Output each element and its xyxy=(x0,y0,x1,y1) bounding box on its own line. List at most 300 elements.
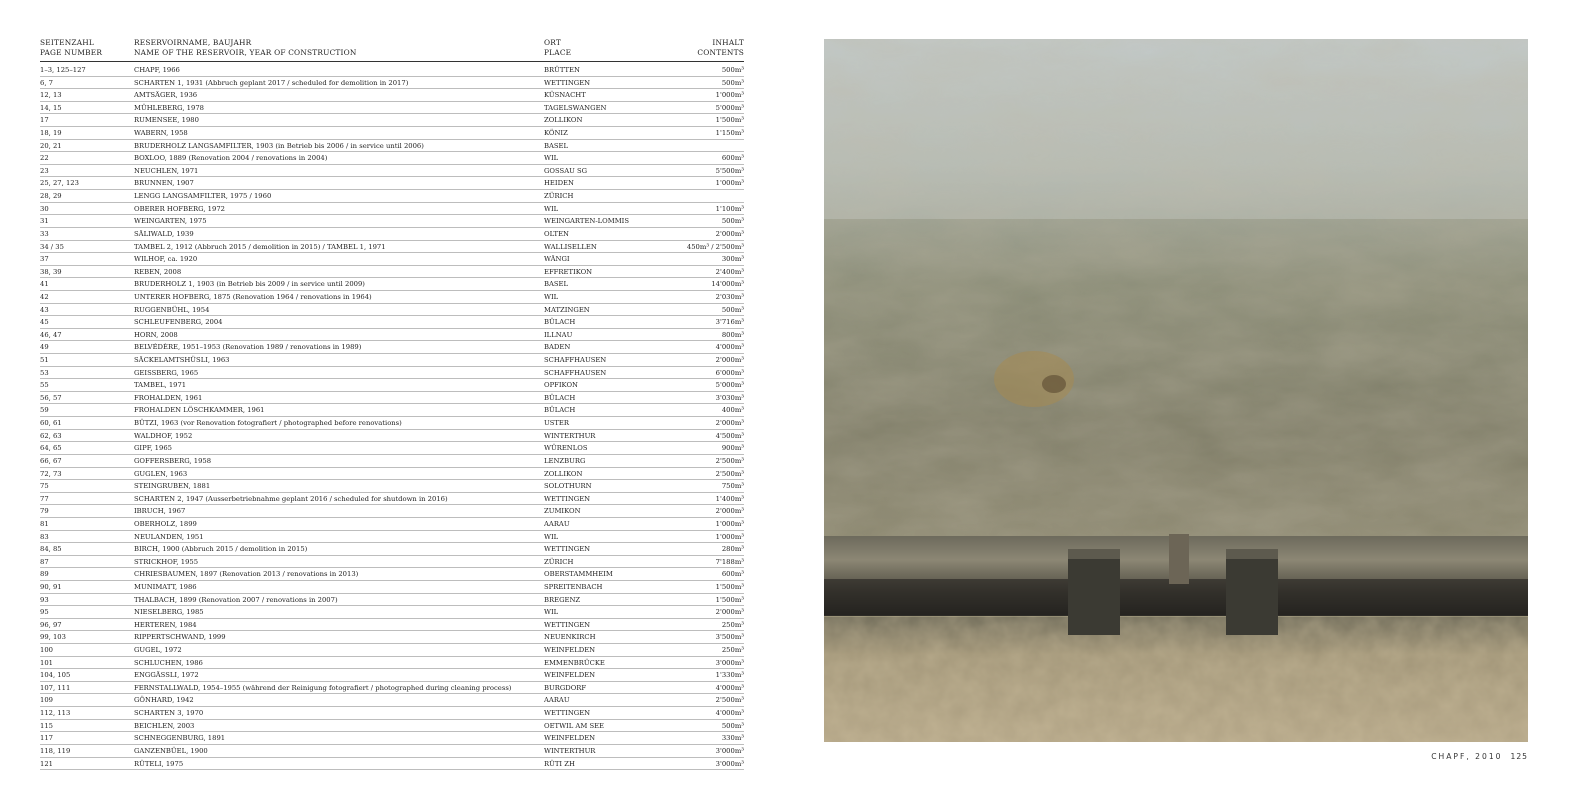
photo-caption xyxy=(1431,752,1528,761)
table-row xyxy=(40,114,744,127)
cell-place: WETTINGEN xyxy=(544,78,591,87)
cell-reservoir-name: GÖNHARD, 1942 xyxy=(134,696,194,705)
cell-reservoir-name: SCHNEGGENBURG, 1891 xyxy=(134,734,226,743)
cell-contents: 1'500m³ xyxy=(715,116,744,125)
cell-page-number: 6, 7 xyxy=(40,78,53,87)
cell-reservoir-name: SCHARTEN 3, 1970 xyxy=(134,709,204,718)
cell-contents: 5'000m³ xyxy=(715,103,744,112)
cell-reservoir-name: HORN, 2008 xyxy=(134,330,178,339)
cell-reservoir-name: GIPF, 1965 xyxy=(134,444,172,453)
cell-place: WEINFELDEN xyxy=(544,734,596,743)
cell-reservoir-name: GUGEL, 1972 xyxy=(134,646,182,655)
table-row xyxy=(40,278,744,291)
cell-contents: 2'500m³ xyxy=(715,456,744,465)
cell-reservoir-name: BELVÉDÈRE, 1951–1953 (Renovation 1989 / renovations in 1989) xyxy=(134,343,362,352)
header-reservoir-name xyxy=(134,38,544,58)
table-row xyxy=(40,619,744,632)
table-row xyxy=(40,417,744,430)
cell-reservoir-name: NEUCHLEN, 1971 xyxy=(134,166,199,175)
header-contents xyxy=(654,38,744,58)
cell-contents: 500m³ xyxy=(721,217,744,226)
table-row xyxy=(40,606,744,619)
table-row xyxy=(40,745,744,758)
cell-contents: 1'100m³ xyxy=(715,204,744,213)
cell-contents: 500m³ xyxy=(721,305,744,314)
cell-reservoir-name: WALDHOF, 1952 xyxy=(134,431,193,440)
cell-contents: 330m³ xyxy=(721,734,744,743)
cell-place: WIL xyxy=(544,154,559,163)
table-row xyxy=(40,758,744,771)
cell-place: ZOLLIKON xyxy=(544,469,583,478)
cell-place: WEINFELDEN xyxy=(544,646,596,655)
cell-place: ZUMIKON xyxy=(544,507,581,516)
cell-page-number: 93 xyxy=(40,595,49,604)
table-row xyxy=(40,430,744,443)
table-row xyxy=(40,543,744,556)
cell-place: BURGDORF xyxy=(544,683,587,692)
cell-place: OLTEN xyxy=(544,229,569,238)
cell-place: BASEL xyxy=(544,141,569,150)
table-row xyxy=(40,316,744,329)
cell-contents: 2'030m³ xyxy=(715,292,744,301)
cell-page-number: 38, 39 xyxy=(40,267,62,276)
cell-contents: 2'500m³ xyxy=(715,469,744,478)
table-row xyxy=(40,531,744,544)
cell-reservoir-name: FROHALDEN LÖSCHKAMMER, 1961 xyxy=(134,406,265,415)
cell-place: EMMENBRÜCKE xyxy=(544,658,605,667)
cell-page-number: 51 xyxy=(40,356,49,365)
cell-page-number: 109 xyxy=(40,696,53,705)
cell-contents xyxy=(654,190,744,202)
table-row xyxy=(40,253,744,266)
cell-contents: 1'000m³ xyxy=(715,519,744,528)
cell-place: OPFIKON xyxy=(544,381,578,390)
cell-place: LENZBURG xyxy=(544,456,586,465)
cell-contents: 900m³ xyxy=(721,444,744,453)
cell-contents: 3'716m³ xyxy=(715,318,744,327)
cell-contents: 250m³ xyxy=(721,620,744,629)
cell-place: OETWIL AM SEE xyxy=(544,721,605,730)
cell-page-number: 42 xyxy=(40,292,49,301)
cell-page-number: 62, 63 xyxy=(40,431,62,440)
cell-place: WIL xyxy=(544,292,559,301)
cell-reservoir-name: IBRUCH, 1967 xyxy=(134,507,186,516)
cell-place: WÜRENLOS xyxy=(544,444,588,453)
cell-page-number: 81 xyxy=(40,519,49,528)
cell-contents: 1'000m³ xyxy=(715,179,744,188)
header-page-number xyxy=(40,38,134,58)
table-row xyxy=(40,203,744,216)
cell-contents: 1'400m³ xyxy=(715,494,744,503)
cell-place: KÖNIZ xyxy=(544,129,568,138)
cell-contents: 4'000m³ xyxy=(715,709,744,718)
cell-reservoir-name: STRICKHOF, 1955 xyxy=(134,557,199,566)
cell-page-number: 77 xyxy=(40,494,49,503)
cell-reservoir-name: SÄCKELAMTSHÜSLI, 1963 xyxy=(134,356,230,365)
cell-reservoir-name: SÄLIWALD, 1939 xyxy=(134,229,194,238)
table-header xyxy=(40,38,744,62)
cell-reservoir-name: GOFFERSBERG, 1958 xyxy=(134,456,212,465)
cell-reservoir-name: REBEN, 2008 xyxy=(134,267,182,276)
cell-page-number: 64, 65 xyxy=(40,444,62,453)
cell-page-number: 18, 19 xyxy=(40,129,62,138)
cell-place: RÜTI ZH xyxy=(544,759,575,768)
reservoir-photo xyxy=(824,39,1528,742)
cell-reservoir-name: CHAPF, 1966 xyxy=(134,66,180,74)
cell-contents: 400m³ xyxy=(721,406,744,415)
cell-contents: 750m³ xyxy=(721,482,744,491)
cell-page-number: 45 xyxy=(40,318,49,327)
cell-page-number: 14, 15 xyxy=(40,103,62,112)
cell-page-number: 107, 111 xyxy=(40,683,71,692)
cell-reservoir-name: FROHALDEN, 1961 xyxy=(134,393,203,402)
table-row xyxy=(40,404,744,417)
cell-contents: 3'000m³ xyxy=(715,658,744,667)
cell-reservoir-name: OBERER HOFBERG, 1972 xyxy=(134,204,225,213)
cell-page-number: 28, 29 xyxy=(40,192,62,201)
cell-place: ZÜRICH xyxy=(544,192,574,201)
cell-reservoir-name: THALBACH, 1899 (Renovation 2007 / renovations in 2007) xyxy=(134,595,338,604)
cell-page-number: 95 xyxy=(40,608,49,617)
cell-contents: 1'000m³ xyxy=(715,532,744,541)
cell-page-number: 100 xyxy=(40,646,53,655)
cell-contents xyxy=(654,140,744,152)
table-row xyxy=(40,329,744,342)
table-row xyxy=(40,732,744,745)
cell-reservoir-name: OBERHOLZ, 1899 xyxy=(134,519,197,528)
cell-page-number: 43 xyxy=(40,305,49,314)
cell-contents: 2'000m³ xyxy=(715,419,744,428)
cell-page-number: 115 xyxy=(40,721,53,730)
table-row xyxy=(40,127,744,140)
cell-reservoir-name: BRUDERHOLZ LANGSAMFILTER, 1903 (in Betrieb bis 2006 / in service until 2006) xyxy=(134,141,424,150)
table-row xyxy=(40,657,744,670)
caption-title: CHAPF, 2010 xyxy=(1431,752,1503,761)
cell-page-number: 66, 67 xyxy=(40,456,62,465)
header-place-en: PLACE xyxy=(544,48,572,57)
cell-page-number: 72, 73 xyxy=(40,469,62,478)
cell-page-number: 55 xyxy=(40,381,49,390)
cell-place: BÜLACH xyxy=(544,406,576,415)
table-row xyxy=(40,669,744,682)
cell-contents: 5'000m³ xyxy=(715,381,744,390)
cell-reservoir-name: STEINGRUBEN, 1881 xyxy=(134,482,211,491)
table-row xyxy=(40,379,744,392)
table-row xyxy=(40,720,744,733)
cell-place: WÄNGI xyxy=(544,255,570,264)
table-row xyxy=(40,505,744,518)
table-row xyxy=(40,493,744,506)
cell-reservoir-name: CHRIESBAUMEN, 1897 (Renovation 2013 / renovations in 2013) xyxy=(134,570,359,579)
cell-reservoir-name: NIESELBERG, 1985 xyxy=(134,608,204,617)
table-row xyxy=(40,89,744,102)
cell-place: SCHAFFHAUSEN xyxy=(544,356,607,365)
cell-reservoir-name: WABERN, 1958 xyxy=(134,129,188,138)
cell-page-number: 41 xyxy=(40,280,49,289)
cell-contents: 1'330m³ xyxy=(715,671,744,680)
table-row xyxy=(40,165,744,178)
table-row xyxy=(40,354,744,367)
cell-reservoir-name: WEINGARTEN, 1975 xyxy=(134,217,207,226)
cell-place: BREGENZ xyxy=(544,595,581,604)
table-row xyxy=(40,77,744,90)
cell-page-number: 53 xyxy=(40,368,49,377)
cell-place: ZOLLIKON xyxy=(544,116,583,125)
cell-page-number: 112, 113 xyxy=(40,709,71,718)
cell-page-number: 1–3, 125–127 xyxy=(40,66,86,74)
table-row xyxy=(40,455,744,468)
cell-place: AARAU xyxy=(544,696,570,705)
cell-contents: 2'000m³ xyxy=(715,356,744,365)
table-row xyxy=(40,644,744,657)
cell-contents: 600m³ xyxy=(721,154,744,163)
header-name-de: RESERVOIRNAME, BAUJAHR xyxy=(134,38,252,47)
cell-page-number: 75 xyxy=(40,482,49,491)
cell-page-number: 90, 91 xyxy=(40,582,62,591)
photo-illustration xyxy=(824,39,1528,742)
table-row xyxy=(40,392,744,405)
cell-page-number: 83 xyxy=(40,532,49,541)
cell-place: USTER xyxy=(544,419,569,428)
table-row xyxy=(40,304,744,317)
cell-contents: 2'000m³ xyxy=(715,507,744,516)
cell-page-number: 49 xyxy=(40,343,49,352)
cell-page-number: 89 xyxy=(40,570,49,579)
cell-place: TAGELSWANGEN xyxy=(544,103,607,112)
cell-place: WEINFELDEN xyxy=(544,671,596,680)
cell-place: EFFRETIKON xyxy=(544,267,593,276)
cell-contents: 4'000m³ xyxy=(715,343,744,352)
cell-place: WALLISELLEN xyxy=(544,242,597,251)
cell-place: WIL xyxy=(544,204,559,213)
cell-contents: 6'000m³ xyxy=(715,368,744,377)
cell-contents: 3'030m³ xyxy=(715,393,744,402)
table-row xyxy=(40,682,744,695)
table-row xyxy=(40,177,744,190)
cell-place: BASEL xyxy=(544,280,569,289)
cell-place: WETTINGEN xyxy=(544,709,591,718)
cell-contents: 500m³ xyxy=(721,78,744,87)
table-row xyxy=(40,190,744,203)
table-row xyxy=(40,228,744,241)
cell-place: HEIDEN xyxy=(544,179,574,188)
cell-page-number: 101 xyxy=(40,658,53,667)
cell-reservoir-name: RÜTELI, 1975 xyxy=(134,759,184,768)
cell-contents: 500m³ xyxy=(721,66,744,74)
cell-page-number: 20, 21 xyxy=(40,141,62,150)
cell-page-number: 84, 85 xyxy=(40,545,62,554)
cell-contents: 2'500m³ xyxy=(715,696,744,705)
cell-place: OBERSTAMMHEIM xyxy=(544,570,613,579)
cell-place: GOSSAU SG xyxy=(544,166,588,175)
cell-place: BÜLACH xyxy=(544,318,576,327)
cell-contents: 1'150m³ xyxy=(715,129,744,138)
table-row xyxy=(40,568,744,581)
cell-contents: 500m³ xyxy=(721,721,744,730)
cell-reservoir-name: AMTSÄGER, 1936 xyxy=(134,91,198,100)
table-row xyxy=(40,581,744,594)
cell-contents: 3'500m³ xyxy=(715,633,744,642)
cell-page-number: 79 xyxy=(40,507,49,516)
cell-place: BÜLACH xyxy=(544,393,576,402)
cell-reservoir-name: MÜHLEBERG, 1978 xyxy=(134,103,204,112)
table-row xyxy=(40,152,744,165)
cell-place: WINTERTHUR xyxy=(544,746,596,755)
cell-place: WINTERTHUR xyxy=(544,431,596,440)
table-row xyxy=(40,140,744,153)
cell-contents: 4'500m³ xyxy=(715,431,744,440)
cell-contents: 3'000m³ xyxy=(715,746,744,755)
cell-place: ILLNAU xyxy=(544,330,573,339)
cell-page-number: 12, 13 xyxy=(40,91,62,100)
table-row xyxy=(40,594,744,607)
cell-page-number: 17 xyxy=(40,116,49,125)
cell-reservoir-name: BEICHLEN, 2003 xyxy=(134,721,195,730)
table-row xyxy=(40,367,744,380)
cell-contents: 2'400m³ xyxy=(715,267,744,276)
table-row xyxy=(40,480,744,493)
cell-contents: 280m³ xyxy=(721,545,744,554)
cell-place: WIL xyxy=(544,608,559,617)
cell-place: AARAU xyxy=(544,519,570,528)
cell-reservoir-name: RUGGENBÜHL, 1954 xyxy=(134,305,210,314)
cell-page-number: 37 xyxy=(40,255,49,264)
cell-page-number: 118, 119 xyxy=(40,746,71,755)
cell-place: WEINGARTEN-LOMMIS xyxy=(544,217,630,226)
cell-place: ZÜRICH xyxy=(544,557,574,566)
cell-page-number: 22 xyxy=(40,154,49,163)
cell-contents: 300m³ xyxy=(721,255,744,264)
cell-place: NEUENKIRCH xyxy=(544,633,596,642)
cell-contents: 1'500m³ xyxy=(715,595,744,604)
cell-place: WETTINGEN xyxy=(544,545,591,554)
cell-page-number: 117 xyxy=(40,734,53,743)
cell-page-number: 25, 27, 123 xyxy=(40,179,79,188)
cell-reservoir-name: SCHLEUFENBERG, 2004 xyxy=(134,318,223,327)
cell-place: BRÜTTEN xyxy=(544,66,580,74)
cell-page-number: 46, 47 xyxy=(40,330,62,339)
cell-place: SPREITENBACH xyxy=(544,582,603,591)
cell-page-number: 59 xyxy=(40,406,49,415)
cell-contents: 4'000m³ xyxy=(715,683,744,692)
table-row xyxy=(40,468,744,481)
table-row xyxy=(40,241,744,254)
cell-reservoir-name: NEULANDEN, 1951 xyxy=(134,532,204,541)
cell-reservoir-name: GEISSBERG, 1965 xyxy=(134,368,199,377)
cell-place: WETTINGEN xyxy=(544,620,591,629)
cell-contents: 1'500m³ xyxy=(715,582,744,591)
cell-reservoir-name: BRUNNEN, 1907 xyxy=(134,179,194,188)
cell-page-number: 121 xyxy=(40,759,53,768)
cell-reservoir-name: RUMENSEE, 1980 xyxy=(134,116,199,125)
header-place-de: ORT xyxy=(544,38,562,47)
cell-page-number: 23 xyxy=(40,166,49,175)
table-row xyxy=(40,291,744,304)
cell-page-number: 87 xyxy=(40,557,49,566)
cell-reservoir-name: RIPPERTSCHWAND, 1999 xyxy=(134,633,226,642)
page-number: 125 xyxy=(1510,752,1528,761)
cell-contents: 14'000m³ xyxy=(711,280,744,289)
cell-contents: 1'000m³ xyxy=(715,91,744,100)
table-row xyxy=(40,102,744,115)
cell-contents: 450m³ / 2'500m³ xyxy=(686,242,744,251)
cell-reservoir-name: HERTEREN, 1984 xyxy=(134,620,197,629)
header-content-de: INHALT xyxy=(712,38,744,47)
cell-contents: 3'000m³ xyxy=(715,759,744,768)
cell-reservoir-name: LENGG LANGSAMFILTER, 1975 / 1960 xyxy=(134,192,272,201)
cell-page-number: 34 / 35 xyxy=(40,242,64,251)
cell-place: KÜSNACHT xyxy=(544,91,586,100)
table-row xyxy=(40,631,744,644)
cell-page-number: 60, 61 xyxy=(40,419,62,428)
cell-reservoir-name: BOXLOO, 1889 (Renovation 2004 / renovations in 2004) xyxy=(134,154,328,163)
cell-reservoir-name: FERNSTALLWALD, 1954–1955 (während der Reinigung fotografiert / photographed during cleaning process) xyxy=(134,683,512,692)
table-row xyxy=(40,694,744,707)
cell-reservoir-name: UNTERER HOFBERG, 1875 (Renovation 1964 / renovations in 1964) xyxy=(134,292,372,301)
table-body xyxy=(40,64,744,770)
header-page-de: SEITENZAHL xyxy=(40,38,94,47)
cell-page-number: 99, 103 xyxy=(40,633,66,642)
cell-reservoir-name: WILHOF, ca. 1920 xyxy=(134,255,198,264)
cell-contents: 5'500m³ xyxy=(715,166,744,175)
cell-place: MATZINGEN xyxy=(544,305,590,314)
cell-place: BADEN xyxy=(544,343,571,352)
cell-place: WIL xyxy=(544,532,559,541)
cell-reservoir-name: MUNIMATT, 1986 xyxy=(134,582,197,591)
cell-place: SCHAFFHAUSEN xyxy=(544,368,607,377)
cell-reservoir-name: TAMBEL 2, 1912 (Abbruch 2015 / demolition in 2015) / TAMBEL 1, 1971 xyxy=(134,242,386,251)
cell-page-number: 104, 105 xyxy=(40,671,71,680)
cell-page-number: 33 xyxy=(40,229,49,238)
cell-place: SOLOTHURN xyxy=(544,482,592,491)
table-row xyxy=(40,266,744,279)
cell-place: WETTINGEN xyxy=(544,494,591,503)
cell-reservoir-name: BÜTZI, 1963 (vor Renovation fotografiert / photographed before renovations) xyxy=(134,419,402,428)
table-row xyxy=(40,341,744,354)
cell-reservoir-name: BRUDERHOLZ 1, 1903 (in Betrieb bis 2009 / in service until 2009) xyxy=(134,280,365,289)
table-row xyxy=(40,556,744,569)
cell-contents: 800m³ xyxy=(721,330,744,339)
cell-contents: 7'188m³ xyxy=(715,557,744,566)
cell-reservoir-name: SCHLUCHEN, 1986 xyxy=(134,658,203,667)
table-row xyxy=(40,518,744,531)
cell-reservoir-name: TAMBEL, 1971 xyxy=(134,381,187,390)
header-page-en: PAGE NUMBER xyxy=(40,48,103,57)
table-row xyxy=(40,64,744,77)
table-row xyxy=(40,215,744,228)
cell-page-number: 96, 97 xyxy=(40,620,62,629)
cell-reservoir-name: SCHARTEN 1, 1931 (Abbruch geplant 2017 / scheduled for demolition in 2017) xyxy=(134,78,409,87)
cell-contents: 2'000m³ xyxy=(715,608,744,617)
cell-contents: 2'000m³ xyxy=(715,229,744,238)
cell-page-number: 31 xyxy=(40,217,49,226)
header-name-en: NAME OF THE RESERVOIR, YEAR OF CONSTRUCTION xyxy=(134,48,357,57)
table-row xyxy=(40,707,744,720)
cell-reservoir-name: GUGLEN, 1963 xyxy=(134,469,188,478)
cell-reservoir-name: ENGGÄSSLI, 1972 xyxy=(134,671,199,680)
table-row xyxy=(40,442,744,455)
cell-reservoir-name: SCHARTEN 2, 1947 (Ausserbetriebnahme geplant 2016 / scheduled for shutdown in 2016) xyxy=(134,494,448,503)
cell-contents: 600m³ xyxy=(721,570,744,579)
cell-reservoir-name: GANZENBÜEL, 1900 xyxy=(134,746,208,755)
cell-reservoir-name: BIRCH, 1900 (Abbruch 2015 / demolition in 2015) xyxy=(134,545,308,554)
reservoir-table xyxy=(40,38,744,770)
cell-page-number: 56, 57 xyxy=(40,393,62,402)
cell-contents: 250m³ xyxy=(721,646,744,655)
cell-page-number: 30 xyxy=(40,204,49,213)
header-place xyxy=(544,38,654,58)
header-content-en: CONTENTS xyxy=(697,48,744,57)
